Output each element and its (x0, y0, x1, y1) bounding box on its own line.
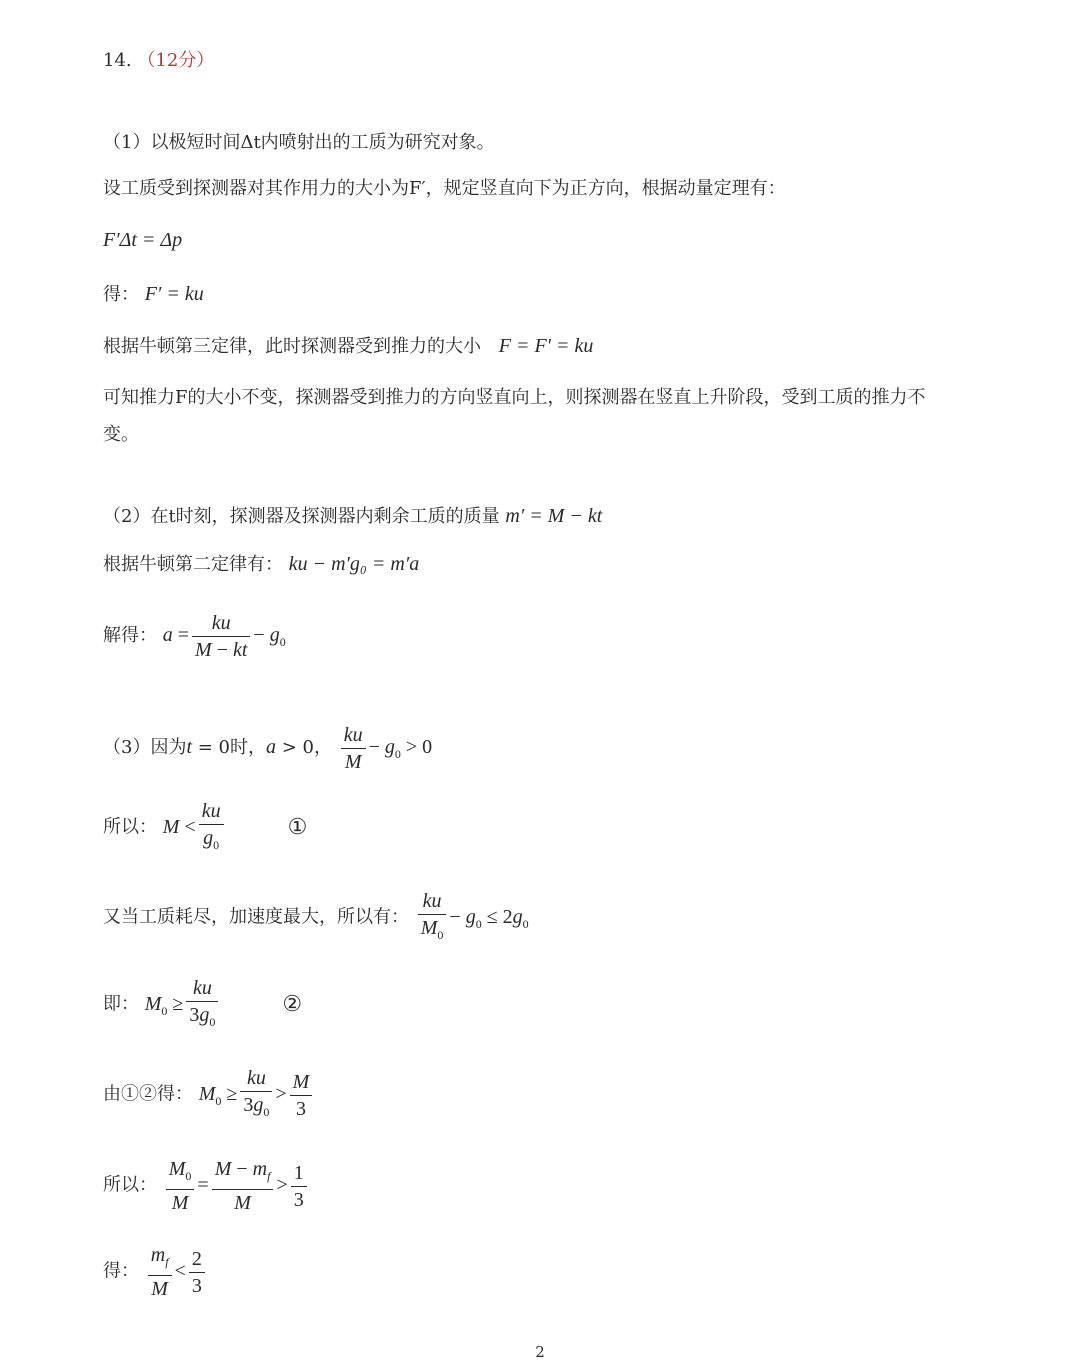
part3-intro-text: （3）因为t = 0时，a > 0， (103, 736, 332, 759)
part1-intro: （1）以极短时间Δt内喷射出的工质为研究对象。 (103, 132, 495, 153)
part3-ji-equation: $M_0$ ≥ $\frac{ku}{3g_0}$ (145, 993, 227, 1015)
part3-exhaust (103, 888, 529, 948)
part2-solve-equation: a = $\frac{ku}{M - kt}$ − $g_0$ (162, 612, 286, 661)
part3-final-equation: $\frac{m_f}{M}$ < $\frac{2}{3}$ (145, 1260, 208, 1282)
part2-newton2-equation: ku − m′g₀ = m′a (288, 553, 420, 575)
part3-combine-equation: $M_0$ ≥ $\frac{ku}{3g_0}$ > $\frac{M}{3}$ (199, 1083, 316, 1105)
part2-solve (103, 610, 286, 663)
page-number: 2 (535, 1343, 545, 1361)
part3-so2-label: 所以： (103, 1174, 157, 1196)
part1-conclusion-line2: 变。 (103, 424, 139, 445)
part2-mass-equation: m′ = M − kt (505, 505, 603, 527)
part1-momentum-equation: F′Δt = Δp (103, 229, 183, 251)
part3-so1-label: 所以： (103, 816, 157, 838)
part3-final-label: 得： (103, 1260, 139, 1282)
question-header (103, 48, 214, 74)
part2-newton2 (103, 551, 419, 578)
part1-setup: 设工质受到探测器对其作用力的大小为F′，规定竖直向下为正方向，根据动量定理有： (103, 178, 786, 199)
part3-so1-equation: M < $\frac{ku}{g_0}$ (163, 816, 232, 838)
equation-mark-1: ① (287, 814, 308, 840)
part2-newton2-text: 根据牛顿第二定律有： (103, 554, 283, 575)
part2-intro-text: （2）在t时刻，探测器及探测器内剩余工质的质量 (103, 506, 500, 527)
part3-intro (103, 722, 432, 775)
part1-conclusion-line1: 可知推力F的大小不变，探测器受到推力的方向竖直向上，则探测器在竖直上升阶段，受到工质的推力不 (103, 387, 926, 408)
part3-so2-equation: $\frac{M_0}{M}$ = $\frac{M - m_f}{M}$ > $\frac{1}{3}$ (163, 1174, 310, 1196)
question-number: 14. (103, 50, 132, 71)
part2-solve-label: 解得： (103, 625, 157, 647)
part3-intro-inequality: $\frac{ku}{M}$ − $g_0 > 0$ (338, 736, 432, 758)
part1-third-law (103, 333, 593, 360)
part3-ji (103, 975, 302, 1035)
part3-combine (103, 1065, 315, 1125)
equation-mark-2: ② (282, 991, 303, 1017)
part1-third-law-text: 根据牛顿第三定律，此时探测器受到推力的大小 (103, 336, 481, 357)
part3-exhaust-text: 又当工质耗尽，加速度最大，所以有： (103, 906, 409, 928)
part3-so2 (103, 1156, 310, 1216)
part1-result (103, 281, 204, 308)
question-score: （12分） (137, 50, 215, 71)
part1-result-label: 得： (103, 284, 139, 305)
part3-ji-label: 即： (103, 993, 139, 1015)
part3-final (103, 1242, 208, 1302)
part2-intro (103, 503, 602, 530)
part3-exhaust-equation: $\frac{ku}{M_0}$ − $g_0 \le 2g_0$ (415, 906, 529, 928)
part3-combine-label: 由①②得： (103, 1083, 193, 1105)
part1-result-equation: F′ = ku (144, 283, 204, 305)
part1-third-law-equation: F = F′ = ku (498, 335, 594, 357)
part3-so1 (103, 798, 307, 858)
